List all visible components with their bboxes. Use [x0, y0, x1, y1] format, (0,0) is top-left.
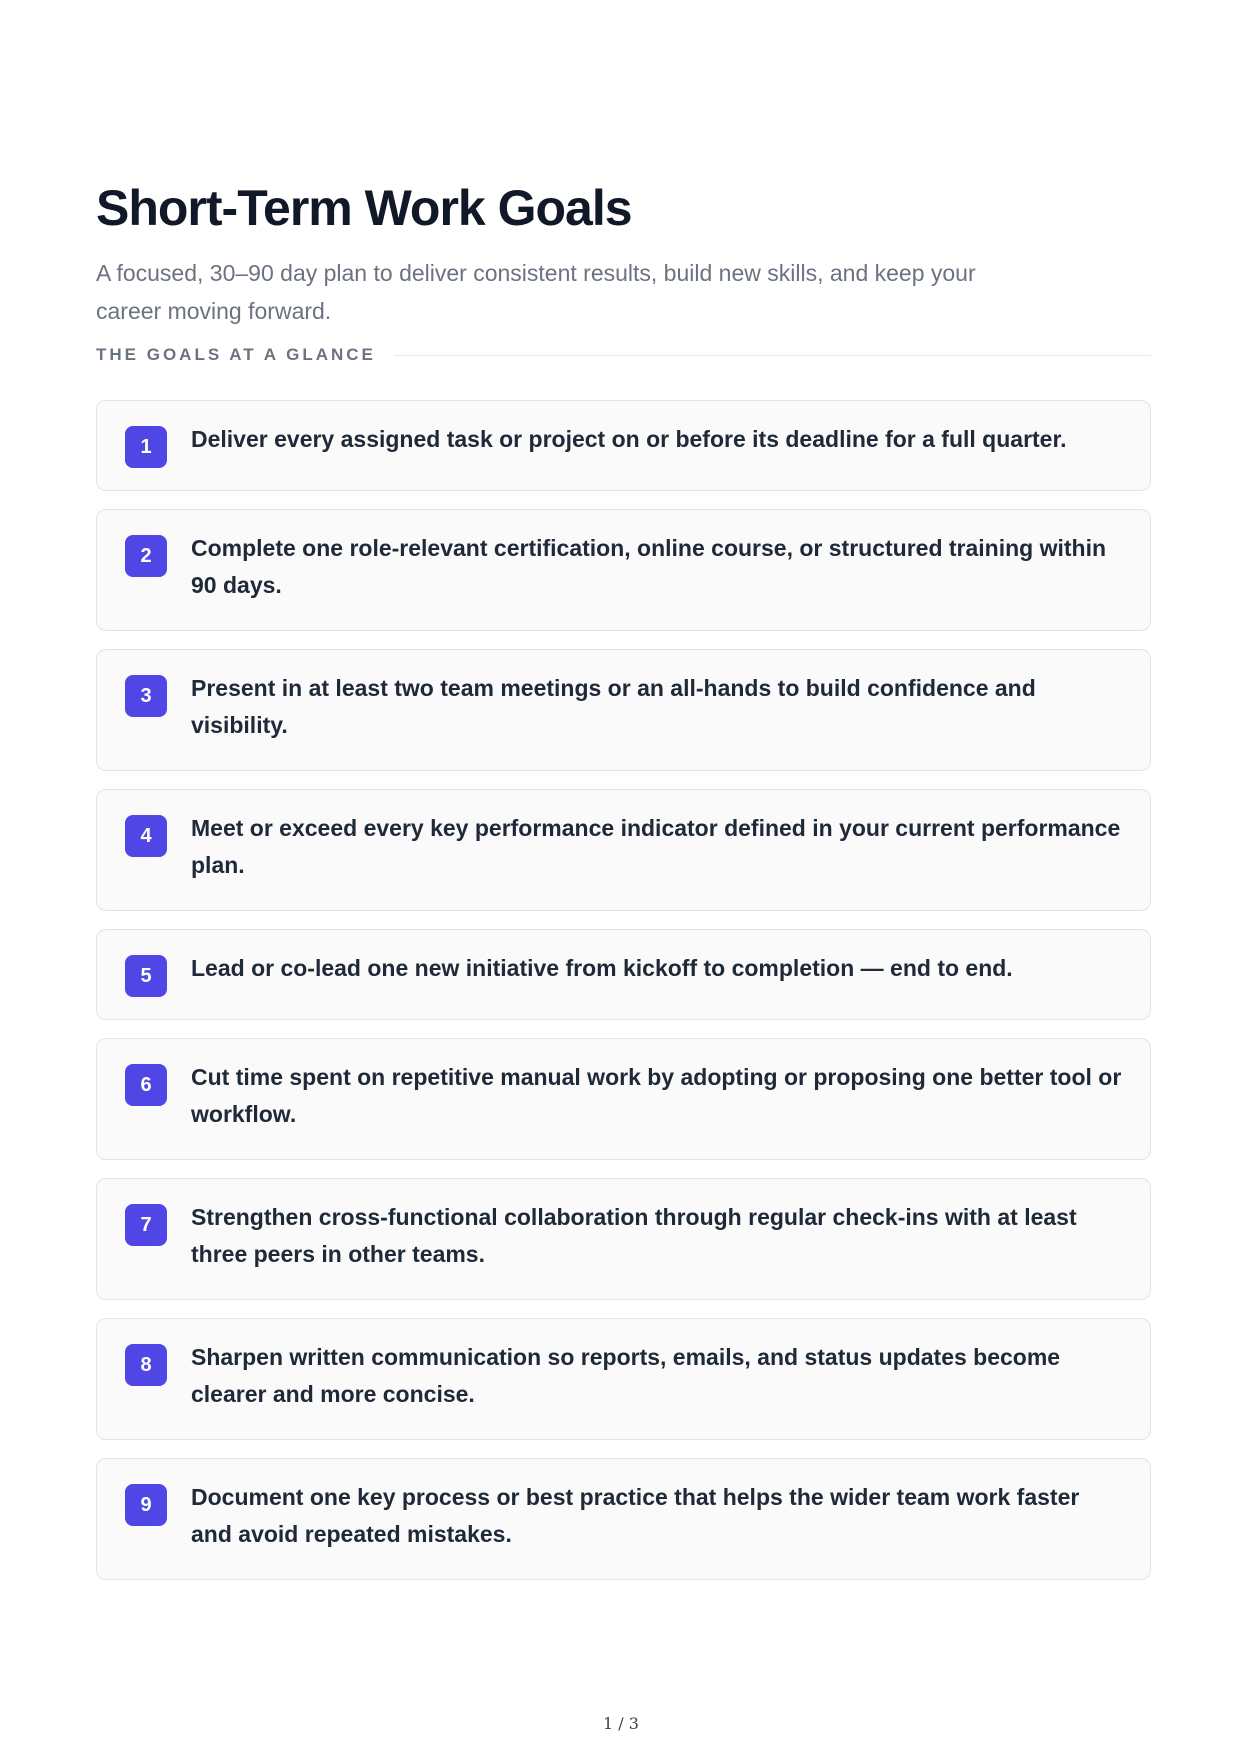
goal-number-badge: 7	[125, 1204, 167, 1246]
goal-list	[96, 400, 1151, 1580]
goal-item	[96, 1038, 1151, 1160]
page-number: 1 / 3	[603, 1714, 639, 1733]
goal-text: Present in at least two team meetings or an all-hands to build confidence and visibility.	[191, 675, 1036, 738]
section-header	[96, 342, 1151, 368]
goal-text: Meet or exceed every key performance indicator defined in your current performance plan.	[191, 815, 1121, 878]
goal-text: Strengthen cross-functional collaboration through regular check-ins with at least three peers in other teams.	[191, 1204, 1077, 1267]
goal-text: Sharpen written communication so reports, emails, and status updates become clearer and more concise.	[191, 1344, 1061, 1407]
goal-number-badge: 9	[125, 1484, 167, 1526]
goal-item	[96, 929, 1151, 1020]
goal-text: Document one key process or best practice that helps the wider team work faster and avoid repeated mistakes.	[191, 1484, 1080, 1547]
section-divider	[394, 355, 1151, 356]
goal-number-badge: 4	[125, 815, 167, 857]
page-subtitle: A focused, 30–90 day plan to deliver consistent results, build new skills, and keep your career moving forward.	[96, 260, 976, 324]
goal-item	[96, 400, 1151, 491]
goal-item	[96, 1178, 1151, 1300]
goal-number-badge: 3	[125, 675, 167, 717]
goal-item	[96, 1458, 1151, 1580]
goal-number-badge: 2	[125, 535, 167, 577]
goal-text: Complete one role-relevant certification, online course, or structured training within 90 days.	[191, 535, 1107, 598]
goal-item	[96, 789, 1151, 911]
goal-number-badge: 6	[125, 1064, 167, 1106]
goal-item	[96, 1318, 1151, 1440]
goal-item	[96, 509, 1151, 631]
goal-text: Lead or co-lead one new initiative from kickoff to completion — end to end.	[191, 955, 1013, 981]
goal-number-badge: 5	[125, 955, 167, 997]
section-label: THE GOALS AT A GLANCE	[96, 345, 376, 364]
document-page	[96, 178, 1151, 1598]
goal-number-badge: 1	[125, 426, 167, 468]
goal-item	[96, 649, 1151, 771]
goal-text: Deliver every assigned task or project on or before its deadline for a full quarter.	[191, 426, 1067, 452]
page-title: Short-Term Work Goals	[96, 180, 632, 236]
goal-number-badge: 8	[125, 1344, 167, 1386]
goal-text: Cut time spent on repetitive manual work by adopting or proposing one better tool or workflow.	[191, 1064, 1122, 1127]
